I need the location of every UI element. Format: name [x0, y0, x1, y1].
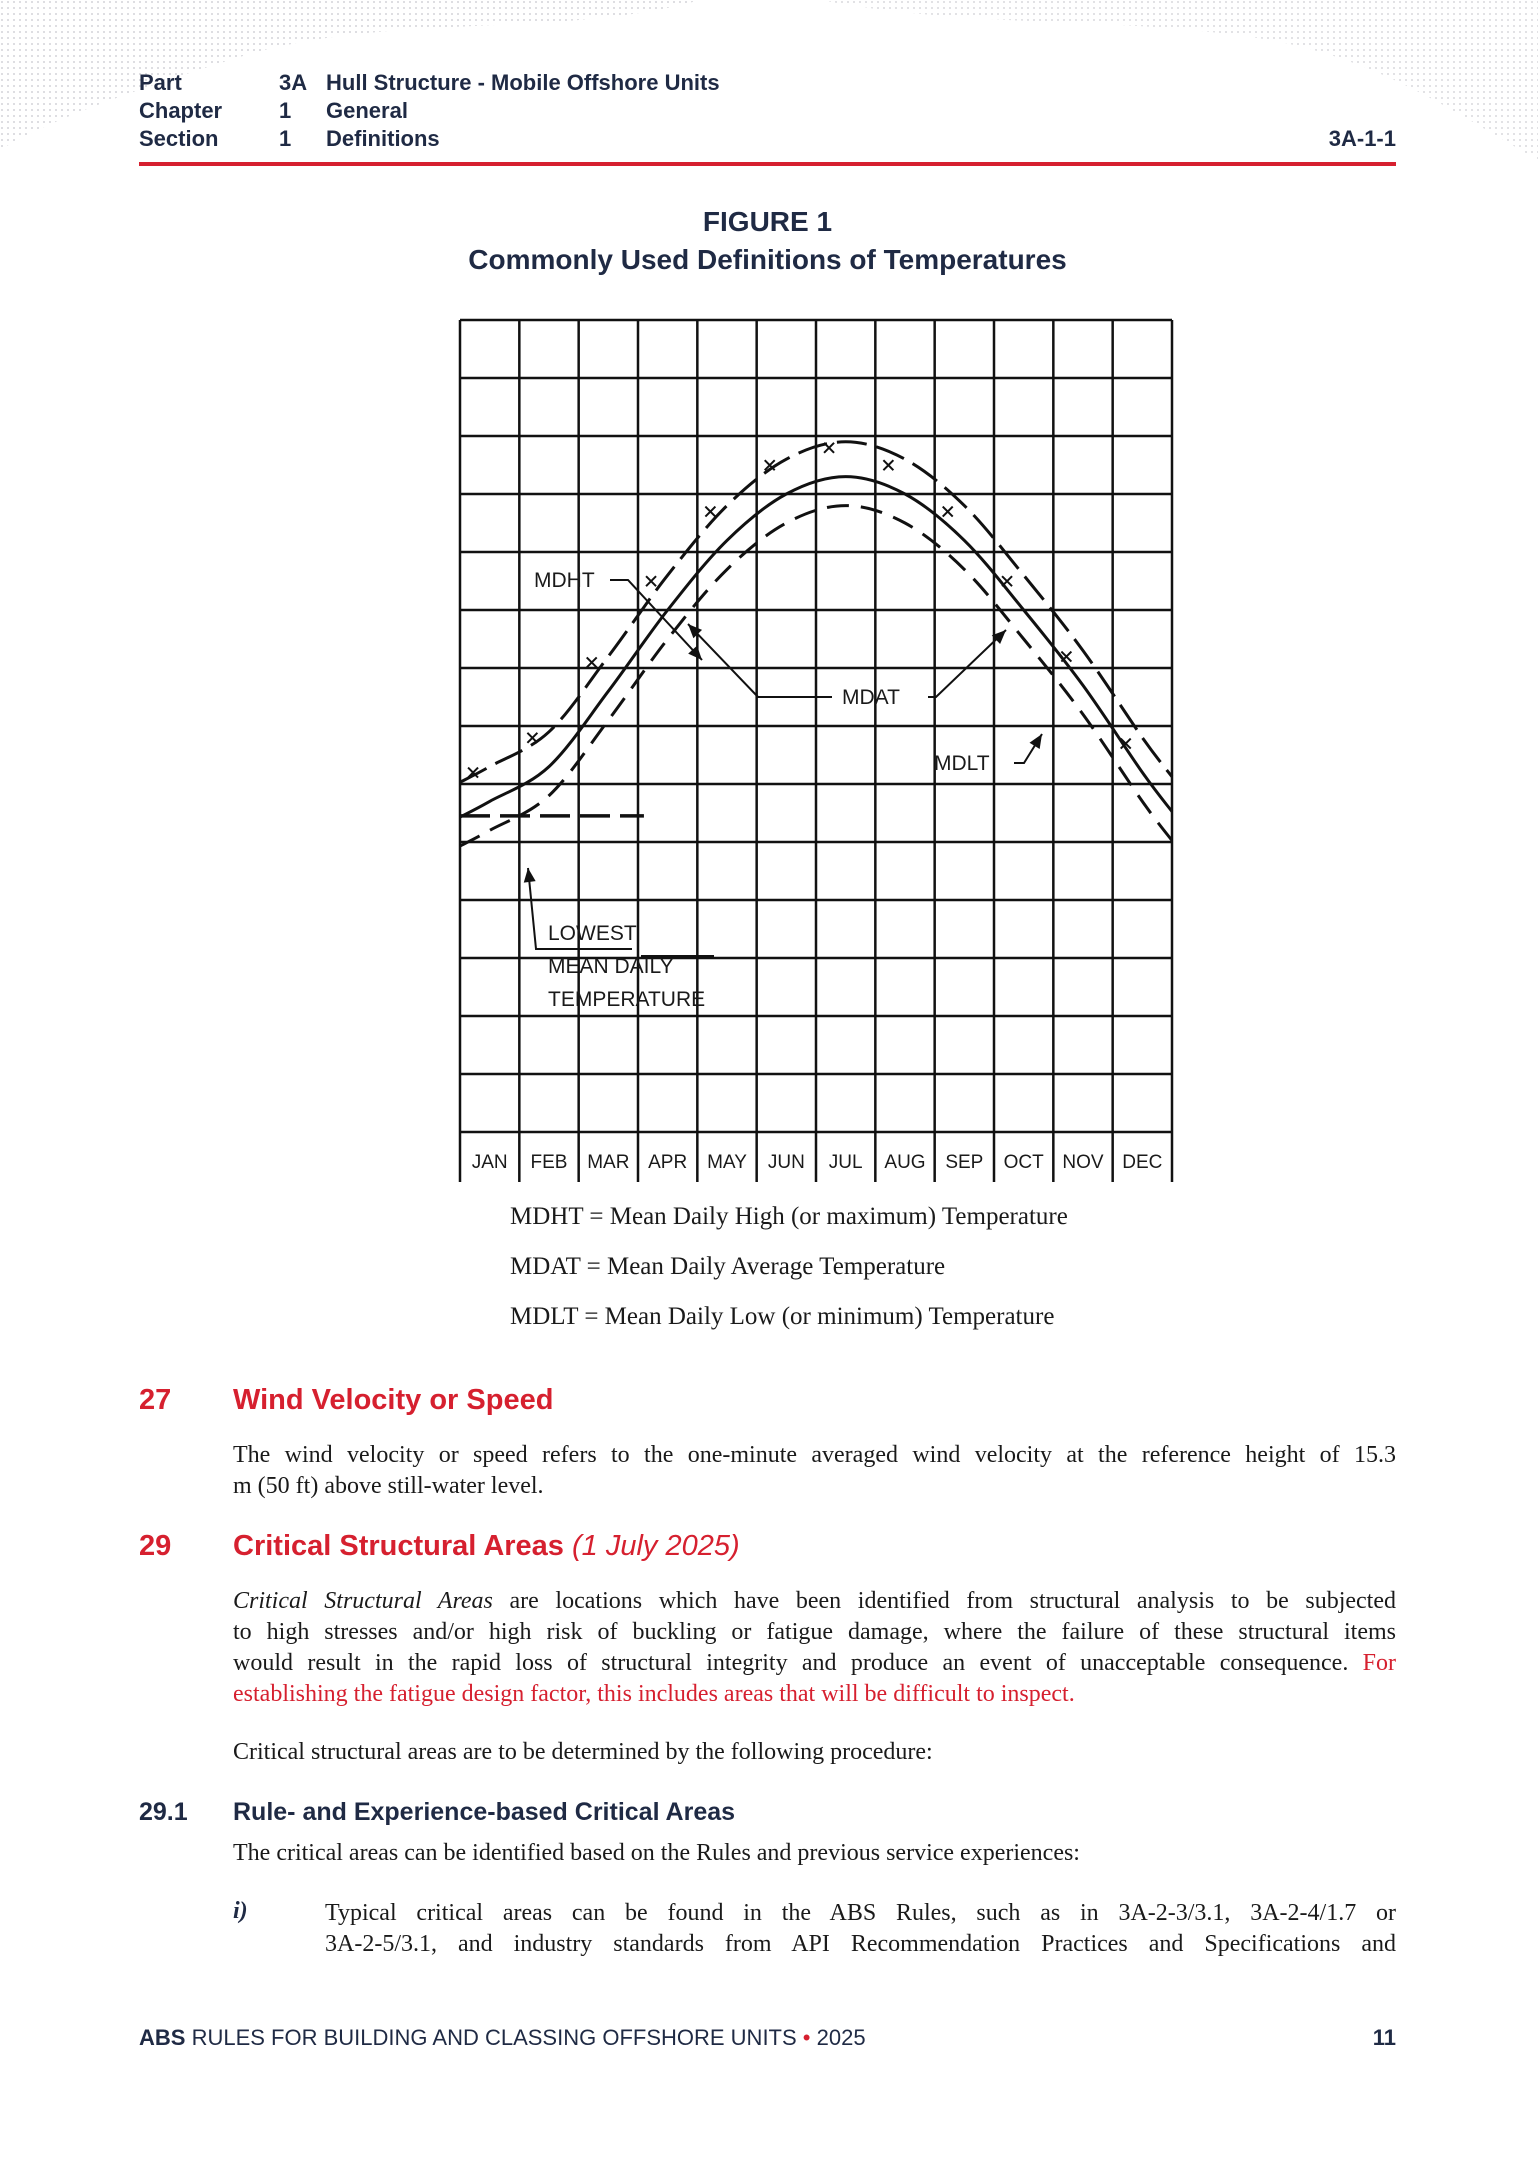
- annotation-label-lowest: MEAN DAILY: [548, 955, 674, 978]
- header-label: Part: [139, 70, 182, 95]
- header-label: Section: [139, 126, 219, 151]
- month-tick-label: JUN: [767, 1152, 805, 1173]
- data-point-cross: [527, 733, 537, 743]
- leader-line-mdat: [688, 624, 832, 697]
- paragraph-line: The wind velocity or speed refers to the one-minute averaged wind velocity at the reference height of 15.3: [233, 1442, 1396, 1468]
- running-footer: [139, 2025, 866, 2051]
- section-29-date: (1 July 2025): [572, 1530, 740, 1562]
- paragraph-line: 3A-2-5/3.1, and industry standards from API Recommendation Practices and Specifications and: [325, 1931, 1396, 1957]
- header-title: General: [326, 98, 408, 123]
- legend-mdht: MDHT = Mean Daily High (or maximum) Temperature: [510, 1203, 1068, 1230]
- header-page-reference: 3A-1-1: [1328, 126, 1396, 151]
- page-number: 11: [1372, 2025, 1396, 2050]
- month-tick-label: SEP: [945, 1152, 984, 1173]
- legend-mdlt: MDLT = Mean Daily Low (or minimum) Temperature: [510, 1303, 1055, 1330]
- month-tick-label: NOV: [1062, 1152, 1104, 1173]
- figure-number: FIGURE 1: [702, 206, 833, 237]
- list-item-text: [325, 1898, 1396, 1960]
- paragraph-text: would result in the rapid loss of structural integrity and produce an event of unacceptable consequence.: [233, 1650, 1349, 1676]
- section-27-title: Wind Velocity or Speed: [233, 1384, 554, 1416]
- leader-line-mdht: [610, 580, 702, 660]
- revision-text: establishing the fatigue design factor, this includes areas that will be difficult to inspect.: [233, 1681, 1075, 1707]
- data-point-cross: [646, 576, 656, 586]
- paragraph-line: [233, 1586, 1396, 1617]
- figure-title: Commonly Used Definitions of Temperatures: [468, 244, 1067, 275]
- data-point-cross: [883, 460, 893, 470]
- month-tick-label: AUG: [884, 1152, 926, 1173]
- temperature-chart: [458, 318, 1174, 1182]
- header-number: 1: [279, 98, 292, 123]
- header-rule: [139, 162, 1396, 166]
- data-point-cross: [705, 507, 715, 517]
- month-tick-label: MAR: [587, 1152, 630, 1173]
- month-tick-label: FEB: [530, 1152, 568, 1173]
- arrowhead-lowest: [524, 868, 536, 883]
- month-tick-label: OCT: [1003, 1152, 1044, 1173]
- section-29-title: [233, 1530, 740, 1563]
- month-tick-label: DEC: [1122, 1152, 1163, 1173]
- footer-year: 2025: [816, 2025, 866, 2050]
- annotation-label-mdlt: MDLT: [934, 752, 990, 775]
- paragraph-text: are locations which have been identified from structural analysis to be subjected: [492, 1588, 1396, 1614]
- section-29-title-text: Critical Structural Areas: [233, 1530, 564, 1562]
- annotation-label-lowest: LOWEST: [548, 922, 637, 945]
- month-tick-label: JAN: [471, 1152, 508, 1173]
- paragraph-line: to high stresses and/or high risk of buckling or fatigue damage, where the failure of these structural items: [233, 1619, 1396, 1645]
- annotation-label-mdht: MDHT: [534, 569, 595, 592]
- data-point-cross: [824, 443, 834, 453]
- section-29-1-number: 29.1: [139, 1798, 188, 1826]
- header-decoration: [0, 0, 1538, 240]
- revision-text: For: [1348, 1650, 1397, 1676]
- footer-bullet: •: [796, 2025, 817, 2050]
- header-label: Chapter: [139, 98, 223, 123]
- section-27-paragraph: [233, 1440, 1396, 1502]
- annotation-label-lowest: TEMPERATURE: [548, 988, 706, 1011]
- section-29-paragraph: [233, 1586, 1396, 1710]
- section-29-number: 29: [139, 1530, 172, 1562]
- list-item-marker: i): [233, 1898, 248, 1924]
- section-27-number: 27: [139, 1384, 172, 1416]
- defined-term: Critical Structural Areas: [233, 1588, 493, 1614]
- data-point-cross: [943, 507, 953, 517]
- paragraph-line: [233, 1648, 1396, 1679]
- month-tick-label: APR: [648, 1152, 688, 1173]
- header-title: Hull Structure - Mobile Offshore Units: [326, 70, 720, 95]
- header-number: 1: [279, 126, 292, 151]
- header-number: 3A: [279, 70, 308, 95]
- footer-title: RULES FOR BUILDING AND CLASSING OFFSHORE UNITS: [185, 2025, 797, 2050]
- arrowhead-mdlt: [1029, 734, 1042, 749]
- section-29-1-intro: The critical areas can be identified based on the Rules and previous service experiences:: [233, 1840, 1080, 1866]
- paragraph-line: m (50 ft) above still-water level.: [233, 1473, 544, 1499]
- header-title: Definitions: [326, 126, 440, 151]
- footer-brand: ABS: [139, 2025, 186, 2050]
- section-29-1-title: Rule- and Experience-based Critical Areas: [233, 1798, 736, 1826]
- section-29-procedure-intro: Critical structural areas are to be determined by the following procedure:: [233, 1739, 933, 1765]
- month-tick-label: MAY: [707, 1152, 747, 1173]
- legend-mdat: MDAT = Mean Daily Average Temperature: [510, 1253, 946, 1280]
- paragraph-line: Typical critical areas can be found in the ABS Rules, such as in 3A-2-3/3.1, 3A-2-4/1.7 or: [325, 1900, 1396, 1926]
- month-tick-label: JUL: [828, 1152, 863, 1173]
- annotation-label-mdat: MDAT: [842, 686, 900, 709]
- data-point-cross: [587, 657, 597, 667]
